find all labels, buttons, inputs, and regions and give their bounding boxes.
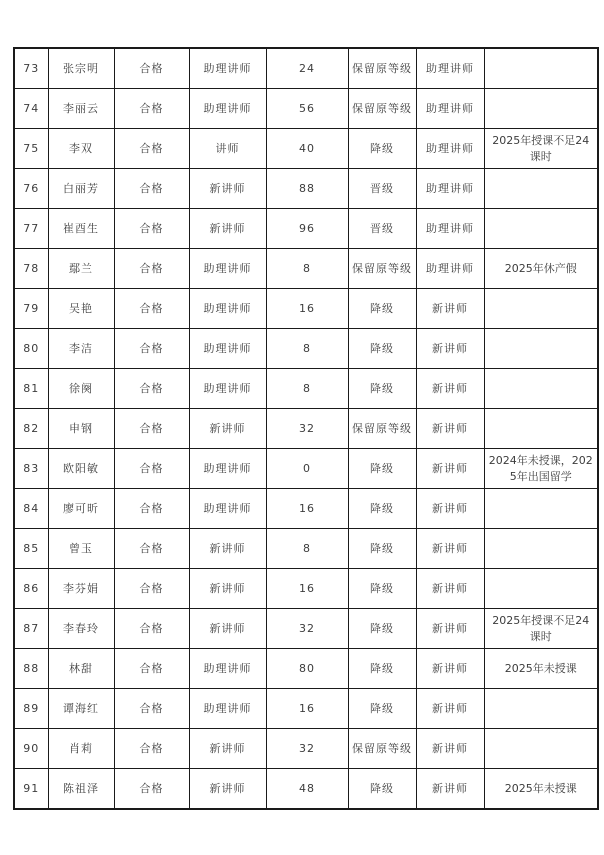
cell-original-title: 助理讲师: [189, 649, 266, 689]
cell-action: 降级: [348, 129, 416, 169]
cell-name: 李春玲: [48, 609, 114, 649]
cell-result: 合格: [114, 249, 189, 289]
cell-hours: 16: [266, 569, 348, 609]
cell-original-title: 新讲师: [189, 169, 266, 209]
cell-remark: [484, 529, 598, 569]
cell-action: 晋级: [348, 209, 416, 249]
table-body: [14, 48, 598, 809]
cell-new-title: 新讲师: [416, 649, 484, 689]
cell-action: 降级: [348, 649, 416, 689]
cell-remark: [484, 409, 598, 449]
cell-remark: [484, 169, 598, 209]
cell-new-title: 新讲师: [416, 409, 484, 449]
cell-original-title: 新讲师: [189, 769, 266, 810]
cell-new-title: 新讲师: [416, 329, 484, 369]
table-row: [14, 529, 598, 569]
cell-result: 合格: [114, 329, 189, 369]
cell-hours: 24: [266, 48, 348, 89]
cell-result: 合格: [114, 689, 189, 729]
cell-new-title: 新讲师: [416, 729, 484, 769]
cell-name: 白丽芳: [48, 169, 114, 209]
cell-action: 降级: [348, 569, 416, 609]
table-row: [14, 569, 598, 609]
cell-result: 合格: [114, 409, 189, 449]
cell-name: 吴艳: [48, 289, 114, 329]
cell-original-title: 助理讲师: [189, 489, 266, 529]
cell-original-title: 助理讲师: [189, 689, 266, 729]
cell-index: 83: [14, 449, 48, 489]
table-row: [14, 89, 598, 129]
cell-action: 降级: [348, 449, 416, 489]
cell-action: 降级: [348, 289, 416, 329]
cell-result: 合格: [114, 609, 189, 649]
cell-action: 保留原等级: [348, 729, 416, 769]
cell-index: 75: [14, 129, 48, 169]
cell-index: 79: [14, 289, 48, 329]
cell-result: 合格: [114, 649, 189, 689]
cell-action: 降级: [348, 609, 416, 649]
cell-original-title: 新讲师: [189, 209, 266, 249]
cell-index: 74: [14, 89, 48, 129]
cell-new-title: 新讲师: [416, 569, 484, 609]
cell-name: 陈祖泽: [48, 769, 114, 810]
cell-original-title: 新讲师: [189, 409, 266, 449]
table-row: [14, 449, 598, 489]
cell-remark: 2025年休产假: [484, 249, 598, 289]
cell-new-title: 助理讲师: [416, 209, 484, 249]
table-row: [14, 729, 598, 769]
cell-remark: [484, 489, 598, 529]
cell-hours: 32: [266, 409, 348, 449]
cell-hours: 0: [266, 449, 348, 489]
cell-new-title: 助理讲师: [416, 48, 484, 89]
cell-name: 林甜: [48, 649, 114, 689]
cell-remark: [484, 289, 598, 329]
cell-result: 合格: [114, 569, 189, 609]
cell-new-title: 新讲师: [416, 769, 484, 810]
cell-result: 合格: [114, 729, 189, 769]
table-row: [14, 289, 598, 329]
cell-result: 合格: [114, 48, 189, 89]
cell-new-title: 新讲师: [416, 289, 484, 329]
cell-remark: 2025年授课不足24课时: [484, 129, 598, 169]
cell-original-title: 新讲师: [189, 729, 266, 769]
cell-index: 89: [14, 689, 48, 729]
cell-original-title: 助理讲师: [189, 369, 266, 409]
cell-result: 合格: [114, 89, 189, 129]
cell-original-title: 新讲师: [189, 609, 266, 649]
cell-original-title: 助理讲师: [189, 249, 266, 289]
cell-hours: 96: [266, 209, 348, 249]
cell-index: 91: [14, 769, 48, 810]
table-row: [14, 169, 598, 209]
cell-hours: 8: [266, 249, 348, 289]
cell-action: 降级: [348, 769, 416, 810]
cell-index: 88: [14, 649, 48, 689]
cell-result: 合格: [114, 169, 189, 209]
cell-index: 73: [14, 48, 48, 89]
cell-index: 76: [14, 169, 48, 209]
table-row: [14, 649, 598, 689]
cell-hours: 16: [266, 289, 348, 329]
cell-result: 合格: [114, 489, 189, 529]
cell-new-title: 助理讲师: [416, 249, 484, 289]
cell-new-title: 新讲师: [416, 529, 484, 569]
grading-results-table: [13, 47, 599, 810]
cell-result: 合格: [114, 289, 189, 329]
table-row: [14, 769, 598, 810]
cell-remark: 2025年未授课: [484, 649, 598, 689]
cell-new-title: 新讲师: [416, 609, 484, 649]
cell-action: 降级: [348, 529, 416, 569]
cell-action: 降级: [348, 369, 416, 409]
table-row: [14, 209, 598, 249]
cell-hours: 48: [266, 769, 348, 810]
cell-remark: [484, 89, 598, 129]
cell-remark: [484, 48, 598, 89]
table-row: [14, 329, 598, 369]
cell-action: 晋级: [348, 169, 416, 209]
cell-remark: 2025年授课不足24课时: [484, 609, 598, 649]
cell-original-title: 新讲师: [189, 569, 266, 609]
cell-index: 78: [14, 249, 48, 289]
table-row: [14, 129, 598, 169]
cell-hours: 80: [266, 649, 348, 689]
cell-result: 合格: [114, 449, 189, 489]
table-row: [14, 489, 598, 529]
cell-hours: 88: [266, 169, 348, 209]
cell-index: 77: [14, 209, 48, 249]
cell-name: 曾玉: [48, 529, 114, 569]
table-row: [14, 369, 598, 409]
cell-remark: [484, 729, 598, 769]
cell-name: 申钢: [48, 409, 114, 449]
cell-hours: 32: [266, 729, 348, 769]
cell-action: 降级: [348, 489, 416, 529]
cell-index: 82: [14, 409, 48, 449]
cell-new-title: 新讲师: [416, 369, 484, 409]
cell-hours: 56: [266, 89, 348, 129]
cell-new-title: 新讲师: [416, 689, 484, 729]
table-row: [14, 48, 598, 89]
cell-original-title: 助理讲师: [189, 289, 266, 329]
cell-result: 合格: [114, 129, 189, 169]
cell-action: 保留原等级: [348, 249, 416, 289]
table-row: [14, 409, 598, 449]
cell-action: 降级: [348, 329, 416, 369]
cell-remark: [484, 329, 598, 369]
cell-action: 保留原等级: [348, 48, 416, 89]
cell-remark: 2025年未授课: [484, 769, 598, 810]
table-row: [14, 609, 598, 649]
cell-original-title: 助理讲师: [189, 89, 266, 129]
cell-name: 肖莉: [48, 729, 114, 769]
cell-original-title: 助理讲师: [189, 449, 266, 489]
cell-new-title: 助理讲师: [416, 89, 484, 129]
cell-new-title: 新讲师: [416, 449, 484, 489]
cell-name: 谭海红: [48, 689, 114, 729]
cell-hours: 8: [266, 529, 348, 569]
cell-original-title: 新讲师: [189, 529, 266, 569]
cell-name: 徐阕: [48, 369, 114, 409]
cell-new-title: 助理讲师: [416, 129, 484, 169]
cell-hours: 16: [266, 689, 348, 729]
cell-index: 86: [14, 569, 48, 609]
cell-hours: 16: [266, 489, 348, 529]
cell-original-title: 助理讲师: [189, 329, 266, 369]
cell-new-title: 新讲师: [416, 489, 484, 529]
cell-result: 合格: [114, 769, 189, 810]
cell-name: 李洁: [48, 329, 114, 369]
cell-action: 降级: [348, 689, 416, 729]
cell-original-title: 讲师: [189, 129, 266, 169]
cell-result: 合格: [114, 369, 189, 409]
cell-new-title: 助理讲师: [416, 169, 484, 209]
cell-remark: [484, 569, 598, 609]
cell-result: 合格: [114, 529, 189, 569]
table-row: [14, 249, 598, 289]
cell-name: 欧阳敏: [48, 449, 114, 489]
cell-index: 87: [14, 609, 48, 649]
cell-name: 张宗明: [48, 48, 114, 89]
cell-index: 84: [14, 489, 48, 529]
cell-hours: 8: [266, 369, 348, 409]
cell-original-title: 助理讲师: [189, 48, 266, 89]
cell-index: 80: [14, 329, 48, 369]
cell-action: 保留原等级: [348, 89, 416, 129]
cell-index: 81: [14, 369, 48, 409]
cell-index: 90: [14, 729, 48, 769]
cell-name: 李双: [48, 129, 114, 169]
cell-result: 合格: [114, 209, 189, 249]
cell-remark: [484, 369, 598, 409]
cell-name: 李丽云: [48, 89, 114, 129]
cell-name: 李芬娟: [48, 569, 114, 609]
cell-hours: 32: [266, 609, 348, 649]
cell-index: 85: [14, 529, 48, 569]
cell-remark: 2024年未授课，2025年出国留学: [484, 449, 598, 489]
cell-remark: [484, 689, 598, 729]
cell-name: 鄢兰: [48, 249, 114, 289]
table-row: [14, 689, 598, 729]
cell-hours: 8: [266, 329, 348, 369]
cell-remark: [484, 209, 598, 249]
cell-name: 廖可昕: [48, 489, 114, 529]
cell-name: 崔酉生: [48, 209, 114, 249]
cell-action: 保留原等级: [348, 409, 416, 449]
cell-hours: 40: [266, 129, 348, 169]
